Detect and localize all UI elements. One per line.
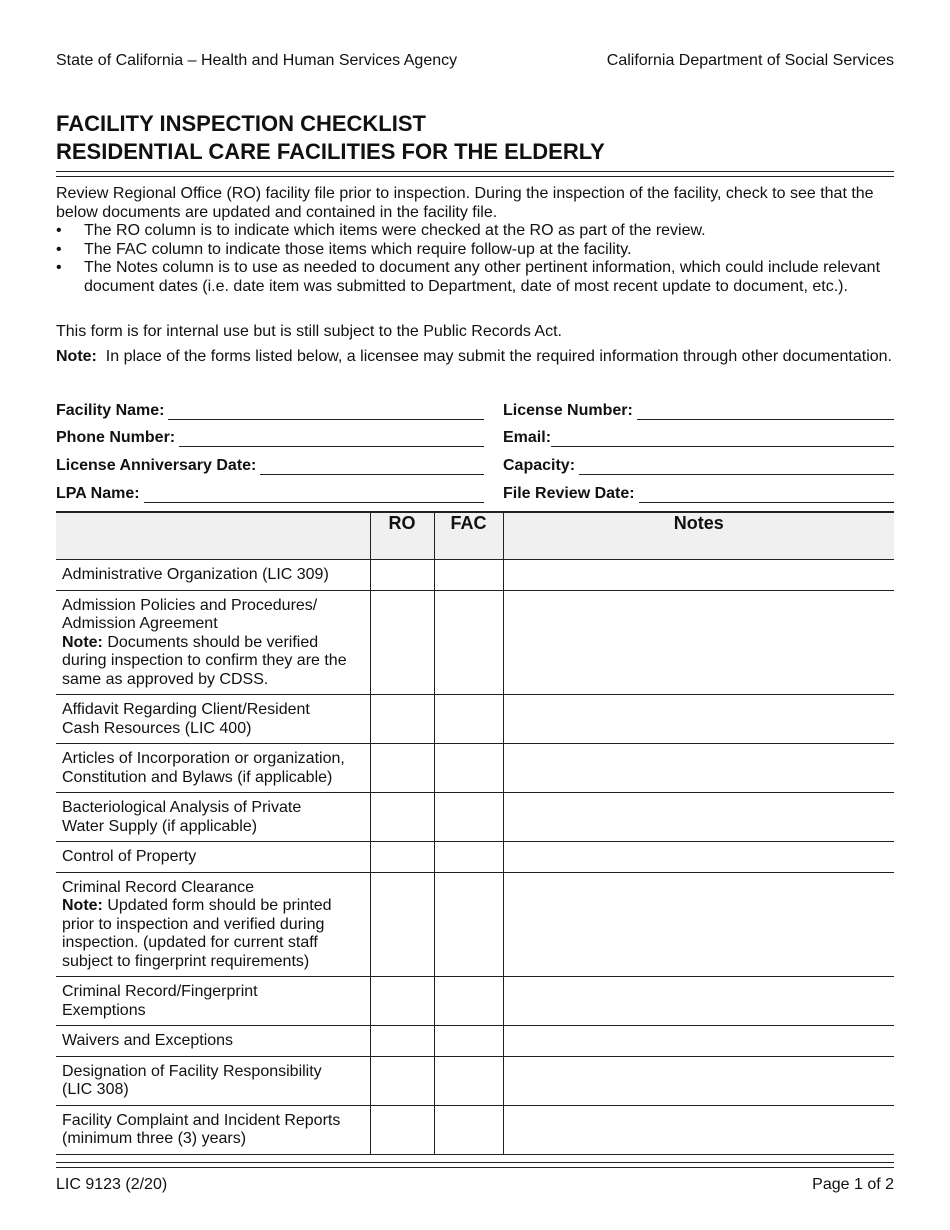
- fac-cell[interactable]: [434, 1105, 503, 1154]
- ro-cell[interactable]: [370, 872, 434, 977]
- notes-cell[interactable]: [503, 695, 894, 744]
- checklist-item-text: Admission Agreement: [62, 615, 218, 632]
- checklist-item-text: Criminal Record Clearance: [62, 878, 255, 896]
- fac-column-header: FAC: [434, 512, 503, 560]
- ro-cell[interactable]: [370, 590, 434, 695]
- ro-cell[interactable]: [370, 560, 434, 591]
- checklist-row: [56, 1056, 894, 1105]
- checklist-row: [56, 1105, 894, 1154]
- phone-number-field[interactable]: Phone Number:: [56, 427, 484, 447]
- checklist-note-text: Updated form should be printed prior to inspection and verified during inspection. (updated for current staff subject to fingerprint requirements): [62, 897, 332, 970]
- bullet-icon: •: [56, 240, 62, 258]
- facility-name-line[interactable]: [168, 404, 484, 420]
- checklist-item: [56, 1105, 370, 1154]
- instruction-bullet-notes: • The Notes column is to use as needed to document any other pertinent information, which could include relevant document dates (i.e. date item was submitted to Department, date of most recent update to document, etc.).: [56, 259, 881, 295]
- checklist-row: [56, 590, 894, 695]
- checklist-item-text: Articles of Incorporation or organization,: [62, 750, 345, 767]
- notes-cell[interactable]: [503, 872, 894, 977]
- ro-cell[interactable]: [370, 793, 434, 842]
- checklist-item-note: [62, 634, 364, 690]
- checklist-item-text: Criminal Record/Fingerprint: [62, 983, 258, 1000]
- checklist-item: [56, 590, 370, 695]
- ro-cell[interactable]: [370, 977, 434, 1026]
- ro-cell[interactable]: [370, 1105, 434, 1154]
- checklist-item-text: Cash Resources (LIC 400): [62, 719, 252, 737]
- checklist-row: [56, 695, 894, 744]
- fac-cell[interactable]: [434, 1026, 503, 1057]
- checklist-item-text: Designation of Facility Responsibility: [62, 1062, 322, 1080]
- fac-cell[interactable]: [434, 793, 503, 842]
- department-name: California Department of Social Services: [606, 52, 894, 69]
- capacity-field[interactable]: Capacity:: [503, 455, 894, 475]
- notes-cell[interactable]: [503, 560, 894, 591]
- checklist-row: [56, 872, 894, 977]
- fac-cell[interactable]: [434, 977, 503, 1026]
- ro-cell[interactable]: [370, 842, 434, 873]
- bullet-icon: •: [56, 259, 62, 276]
- title-divider: [56, 171, 894, 177]
- email-field[interactable]: Email:: [503, 427, 894, 447]
- checklist-item-text: Water Supply (if applicable): [62, 817, 258, 835]
- checklist-item-text: Admission Policies and Procedures/: [62, 596, 318, 614]
- ro-column-header: RO: [370, 512, 434, 560]
- checklist-row: [56, 842, 894, 873]
- fac-cell[interactable]: [434, 872, 503, 977]
- checklist-item-text: Facility Complaint and Incident Reports: [62, 1111, 341, 1129]
- ro-cell[interactable]: [370, 695, 434, 744]
- fac-cell[interactable]: [434, 744, 503, 793]
- file-review-date-field[interactable]: File Review Date:: [503, 483, 894, 503]
- checklist-item-text: (minimum three (3) years): [62, 1130, 247, 1147]
- checklist-item-text: Waivers and Exceptions: [62, 1032, 234, 1049]
- checklist-item: [56, 872, 370, 977]
- checklist-row: [56, 1026, 894, 1057]
- checklist-item-text: Affidavit Regarding Client/Resident: [62, 701, 310, 718]
- notes-cell[interactable]: [503, 590, 894, 695]
- notes-cell[interactable]: [503, 1026, 894, 1057]
- capacity-line[interactable]: [579, 459, 894, 475]
- checklist-item-text: Control of Property: [62, 848, 197, 865]
- license-number-field[interactable]: License Number:: [503, 400, 894, 420]
- bullet-icon: •: [56, 222, 62, 239]
- instructions-paragraph: Review Regional Office (RO) facility file prior to inspection. During the inspection of the facility, check to see that the below documents are updated and contained in the facility file.: [56, 185, 874, 221]
- checklist-row: [56, 793, 894, 842]
- checklist-table: [56, 511, 894, 1155]
- checklist-header-row: [56, 512, 894, 560]
- form-title: [56, 110, 605, 166]
- lpa-name-field[interactable]: LPA Name:: [56, 483, 484, 503]
- ro-cell[interactable]: [370, 1026, 434, 1057]
- instruction-bullet-ro: • The RO column is to indicate which items were checked at the RO as part of the review.: [56, 222, 706, 239]
- page-number: Page 1 of 2: [812, 1176, 894, 1193]
- fac-cell[interactable]: [434, 695, 503, 744]
- notes-cell[interactable]: [503, 793, 894, 842]
- checklist-item-text: Bacteriological Analysis of Private: [62, 799, 302, 816]
- instructions: [56, 185, 894, 296]
- notes-column-header: Notes: [503, 512, 894, 560]
- public-records-notice: This form is for internal use but is still subject to the Public Records Act.: [56, 323, 562, 340]
- form-title-line-2: RESIDENTIAL CARE FACILITIES FOR THE ELDERLY: [56, 139, 605, 164]
- email-line[interactable]: [551, 431, 894, 447]
- item-column-header: [56, 512, 370, 560]
- checklist-note-text: Documents should be verified during inspection to confirm they are the same as approved by CDSS.: [62, 633, 347, 688]
- form-title-line-1: FACILITY INSPECTION CHECKLIST: [56, 111, 426, 136]
- checklist-item: [56, 560, 370, 591]
- checklist-item: [56, 1026, 370, 1057]
- fac-cell[interactable]: [434, 1056, 503, 1105]
- phone-number-line[interactable]: [179, 431, 484, 447]
- notes-cell[interactable]: [503, 842, 894, 873]
- instruction-bullet-fac: • The FAC column to indicate those items which require follow-up at the facility.: [56, 240, 632, 258]
- note-paragraph: [56, 348, 894, 367]
- checklist-item-text: Exemptions: [62, 1001, 146, 1019]
- ro-cell[interactable]: [370, 1056, 434, 1105]
- fac-cell[interactable]: [434, 560, 503, 591]
- license-anniversary-date-line[interactable]: [260, 459, 484, 475]
- checklist-item-text: (LIC 308): [62, 1081, 129, 1098]
- instructions-list: [56, 222, 894, 296]
- facility-name-field[interactable]: Facility Name:: [56, 400, 484, 420]
- checklist-item-text: Constitution and Bylaws (if applicable): [62, 768, 333, 786]
- checklist-item: [56, 793, 370, 842]
- checklist-item: [56, 842, 370, 873]
- checklist-row: [56, 560, 894, 591]
- checklist-item-text: Administrative Organization (LIC 309): [62, 566, 329, 583]
- checklist-note-label: Note:: [62, 633, 103, 651]
- checklist-note-label: Note:: [62, 897, 103, 914]
- notes-cell[interactable]: [503, 977, 894, 1026]
- license-number-line[interactable]: [637, 404, 894, 420]
- footer-divider: [56, 1162, 894, 1168]
- checklist-item: [56, 744, 370, 793]
- notes-cell[interactable]: [503, 1105, 894, 1154]
- fac-cell[interactable]: [434, 842, 503, 873]
- checklist-item: [56, 977, 370, 1026]
- checklist-item: [56, 1056, 370, 1105]
- license-anniversary-date-field[interactable]: License Anniversary Date:: [56, 455, 484, 475]
- checklist-row: [56, 977, 894, 1026]
- ro-cell[interactable]: [370, 744, 434, 793]
- notes-cell[interactable]: [503, 744, 894, 793]
- checklist-item: [56, 695, 370, 744]
- checklist-item-note: [62, 897, 364, 971]
- note-label: Note:: [56, 348, 97, 365]
- note-text: In place of the forms listed below, a licensee may submit the required information through other documentation.: [105, 348, 892, 365]
- checklist-row: [56, 744, 894, 793]
- form-number: LIC 9123 (2/20): [56, 1176, 168, 1193]
- agency-name: State of California – Health and Human Services Agency: [56, 52, 458, 69]
- file-review-date-line[interactable]: [639, 487, 894, 503]
- notes-cell[interactable]: [503, 1056, 894, 1105]
- fac-cell[interactable]: [434, 590, 503, 695]
- lpa-name-line[interactable]: [144, 487, 484, 503]
